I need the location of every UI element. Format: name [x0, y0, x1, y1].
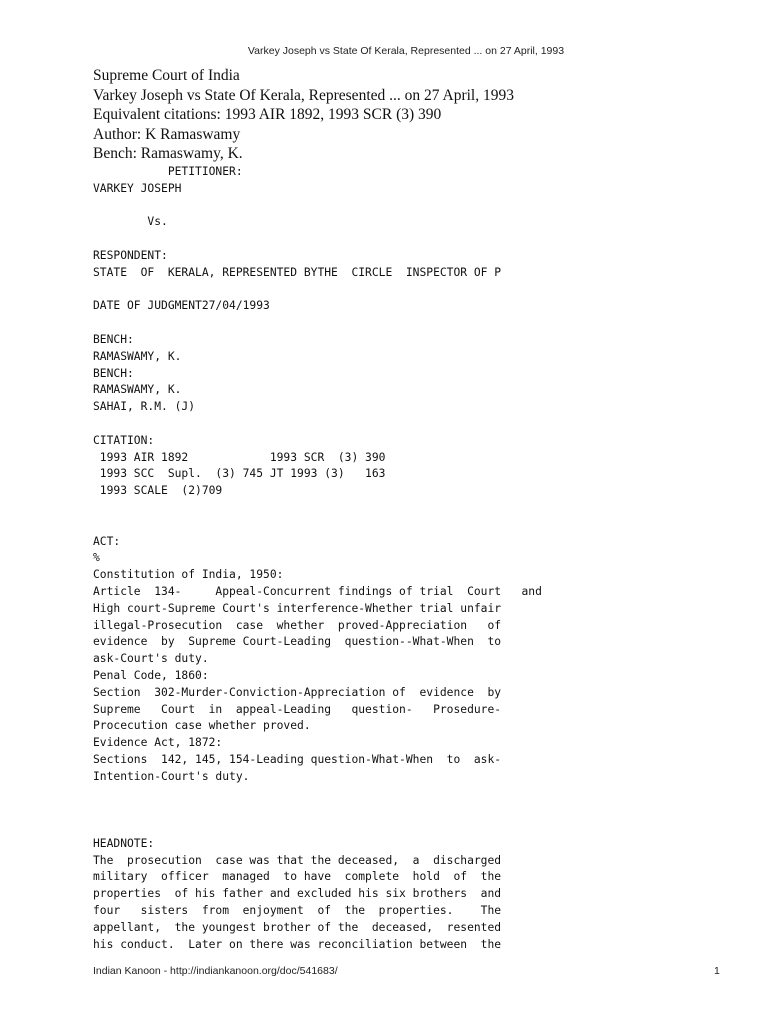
body-line: Article 134- Appeal-Concurrent findings of trial Court and — [93, 584, 542, 598]
body-line: HEADNOTE: — [93, 836, 155, 850]
body-line: Intention-Court's duty. — [93, 769, 250, 783]
court-name: Supreme Court of India — [93, 67, 240, 84]
running-header: Varkey Joseph vs State Of Kerala, Represented ... on 27 April, 1993 — [247, 45, 565, 57]
body-line: Constitution of India, 1950: — [93, 568, 284, 582]
body-line: properties of his father and excluded his six brothers and — [93, 887, 502, 901]
body-line: 1993 AIR 1892 1993 SCR (3) 390 — [93, 450, 386, 464]
body-line: Section 302-Murder-Conviction-Appreciation of evidence by — [93, 685, 502, 699]
case-title: Varkey Joseph vs State Of Kerala, Represented ... on 27 April, 1993 — [93, 86, 514, 104]
body-line: Vs. — [93, 215, 168, 229]
body-line — [93, 198, 542, 215]
body-line: Supreme Court in appeal-Leading question- Prosedure- — [93, 702, 502, 716]
body-line — [93, 315, 542, 332]
footer-source: Indian Kanoon - http://indiankanoon.org/doc/541683/ — [93, 965, 338, 977]
body-line: appellant, the youngest brother of the deceased, resented — [93, 920, 502, 934]
body-line — [93, 231, 542, 248]
body-line: Evidence Act, 1872: — [93, 736, 223, 750]
equivalent-citations: Equivalent citations: 1993 AIR 1892, 1993 SCR (3) 390 — [93, 106, 442, 123]
body-line: STATE OF KERALA, REPRESENTED BYTHE CIRCLE INSPECTOR OF P — [93, 265, 502, 279]
body-line: 1993 SCALE (2)709 — [93, 484, 223, 498]
body-line: 1993 SCC Supl. (3) 745 JT 1993 (3) 163 — [93, 467, 386, 481]
body-line: Sections 142, 145, 154-Leading question-What-When to ask- — [93, 752, 502, 766]
body-line: The prosecution case was that the deceased, a discharged — [93, 853, 502, 867]
body-line: RAMASWAMY, K. — [93, 349, 182, 363]
body-line — [93, 416, 542, 433]
judgment-body — [93, 164, 542, 953]
body-line: DATE OF JUDGMENT27/04/1993 — [93, 299, 270, 313]
body-line: ask-Court's duty. — [93, 652, 209, 666]
body-line — [93, 282, 542, 299]
body-line: CITATION: — [93, 433, 155, 447]
body-line: his conduct. Later on there was reconciliation between the — [93, 937, 502, 951]
body-line: military officer managed to have complete hold of the — [93, 870, 502, 884]
body-line: illegal-Prosecution case whether proved-Appreciation of — [93, 618, 502, 632]
body-line: Procecution case whether proved. — [93, 719, 311, 733]
body-line — [93, 500, 542, 517]
body-line: evidence by Supreme Court-Leading question--What-When to — [93, 635, 502, 649]
case-metadata — [93, 66, 514, 164]
body-line: BENCH: — [93, 332, 134, 346]
body-line — [93, 819, 542, 836]
body-line — [93, 517, 542, 534]
body-line: RESPONDENT: — [93, 248, 168, 262]
body-line — [93, 785, 542, 802]
body-line: High court-Supreme Court's interference-Whether trial unfair — [93, 601, 502, 615]
author: Author: K Ramaswamy — [93, 125, 241, 143]
body-line — [93, 802, 542, 819]
bench: Bench: Ramaswamy, K. — [93, 145, 243, 162]
body-line: BENCH: — [93, 366, 134, 380]
body-line: RAMASWAMY, K. — [93, 383, 182, 397]
body-line: VARKEY JOSEPH — [93, 181, 182, 195]
body-line: Penal Code, 1860: — [93, 668, 209, 682]
body-line: SAHAI, R.M. (J) — [93, 400, 196, 414]
body-line: % — [93, 551, 100, 565]
body-line: four sisters from enjoyment of the properties. The — [93, 904, 502, 918]
page-number: 1 — [714, 965, 720, 977]
body-line: ACT: — [93, 534, 121, 548]
body-line: PETITIONER: — [93, 165, 243, 178]
